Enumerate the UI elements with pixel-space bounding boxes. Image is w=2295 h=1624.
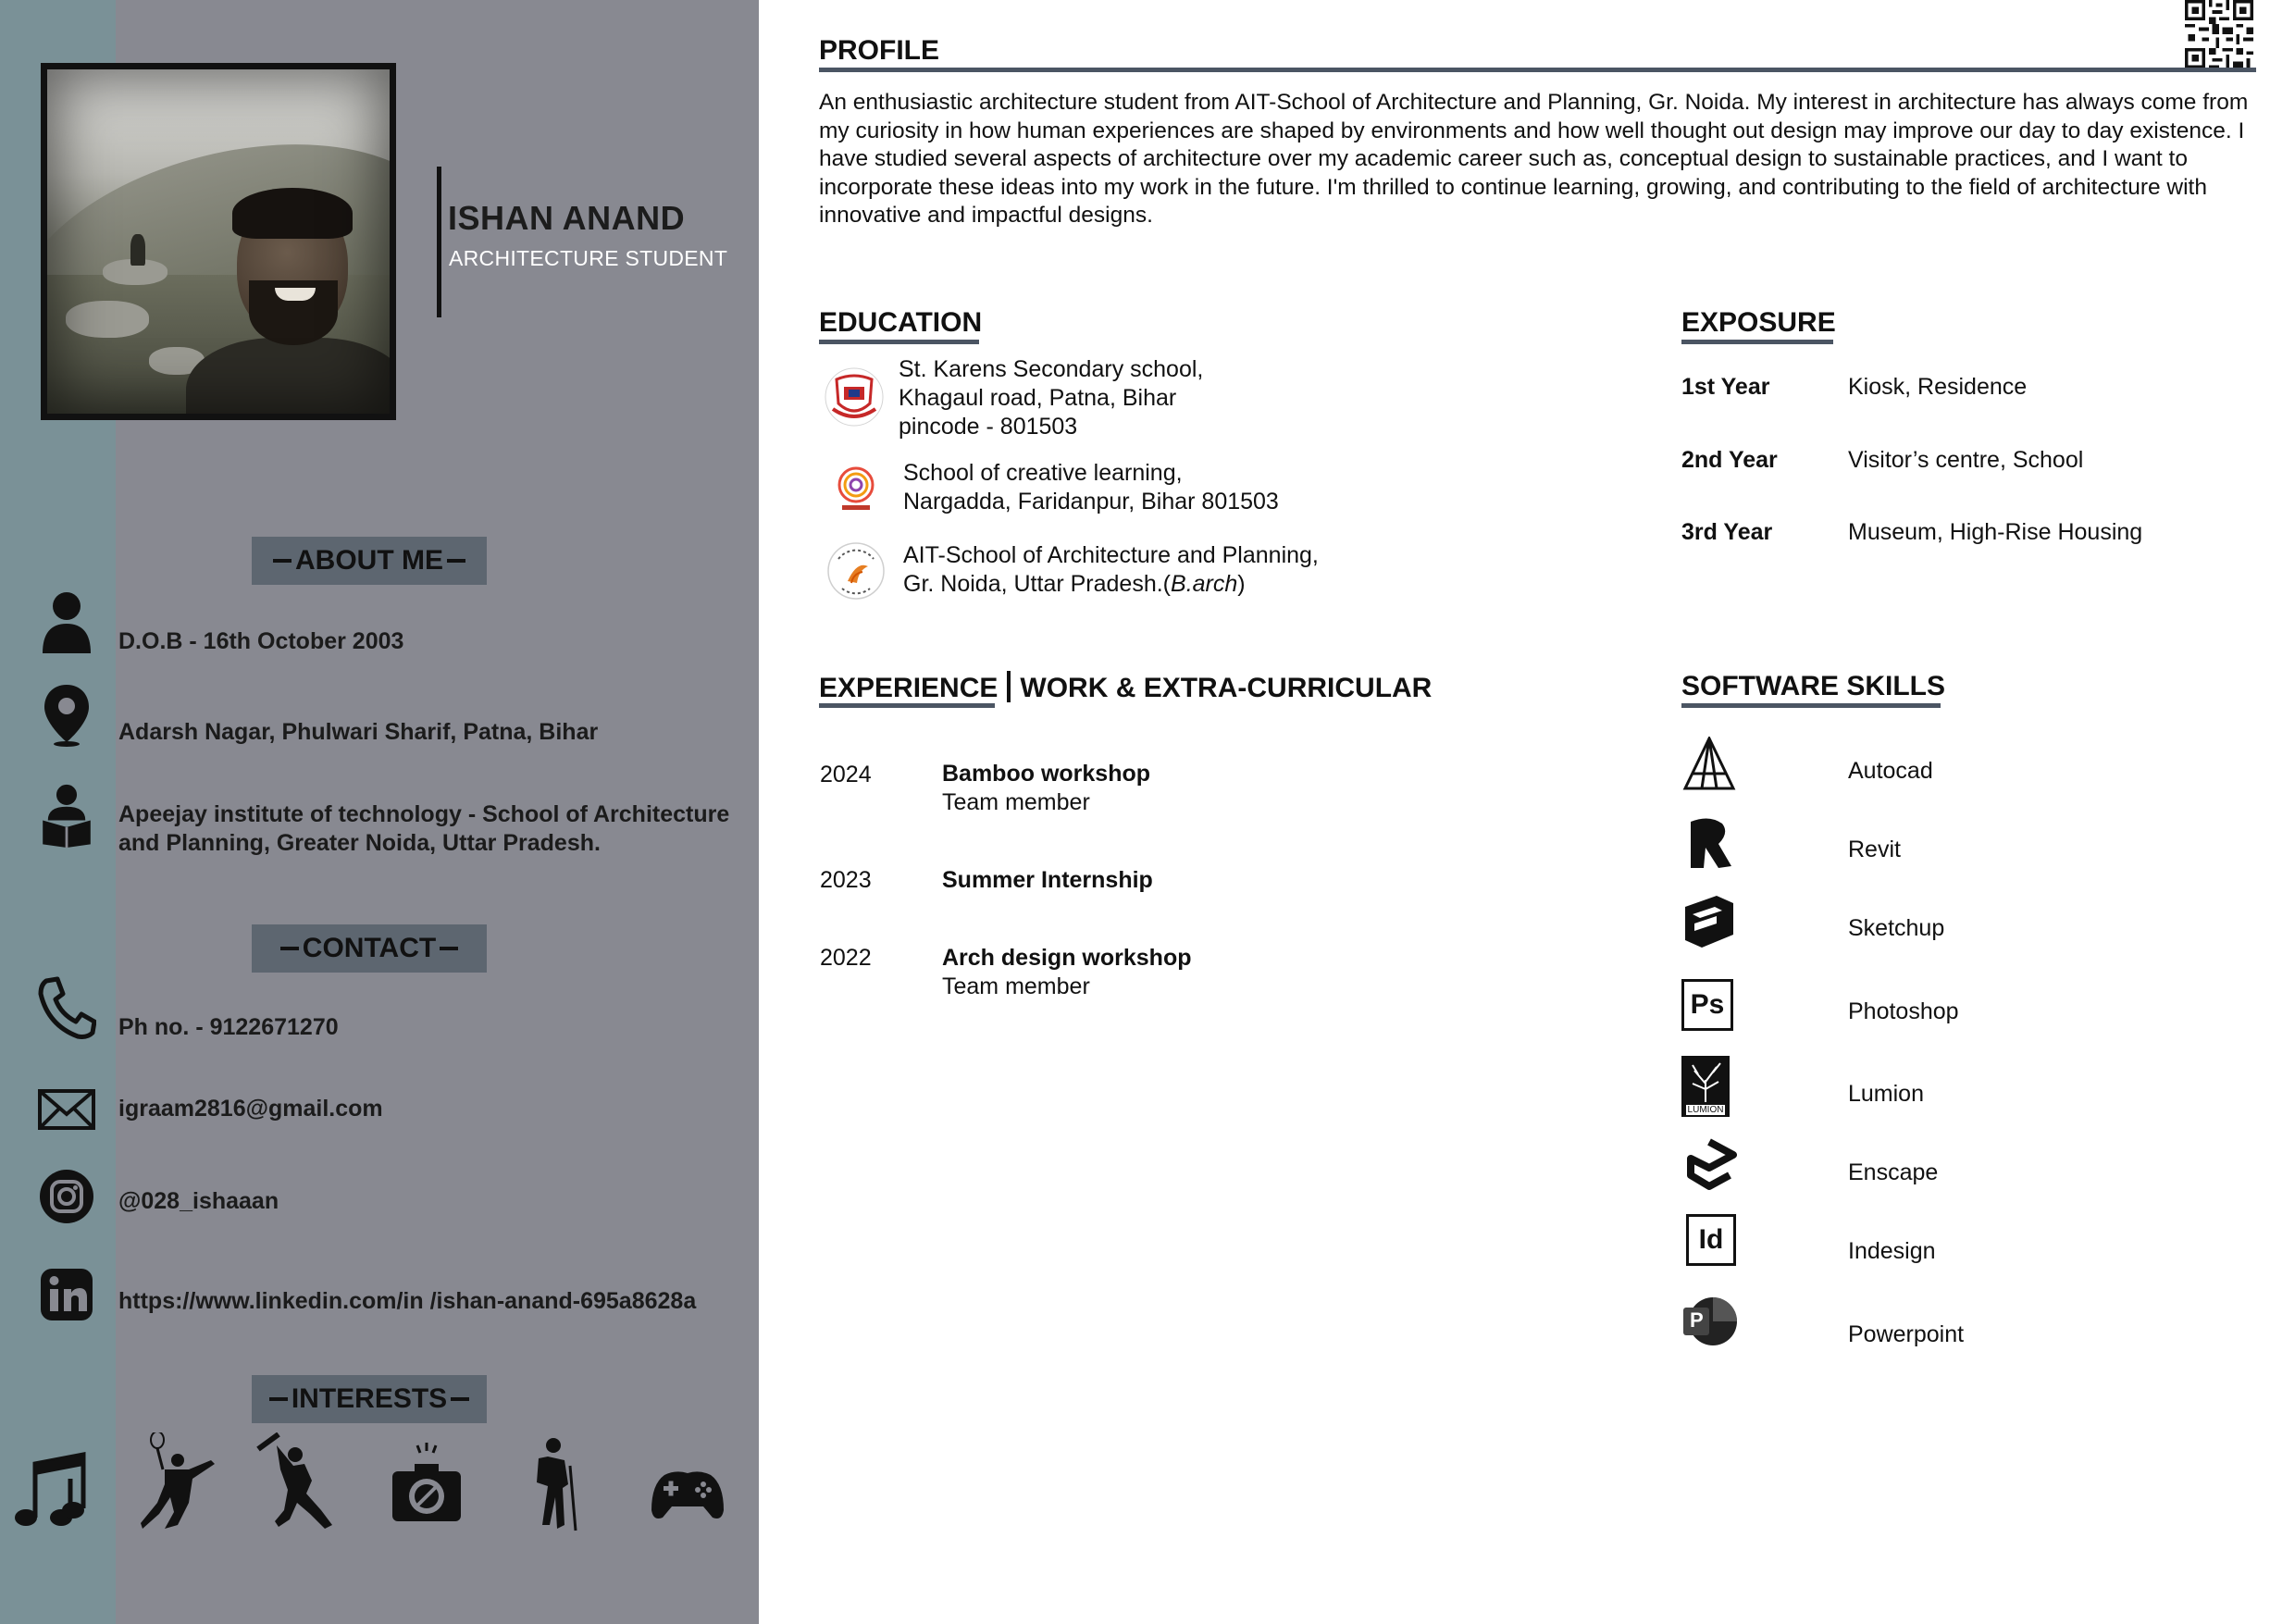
experience-year-2: 2023 [820,867,872,893]
experience-role-1: Team member [942,789,1090,815]
education-item-2: School of creative learning, Nargadda, Faridanpur, Bihar 801503 [903,460,1279,514]
qr-code[interactable] [2182,0,2256,68]
lumion-icon: LUMION [1681,1056,1730,1117]
profile-paragraph: An enthusiastic architecture student from AIT-School of Architecture and Planning, Gr. Noida. My interest in architecture has always come from my curiosity in how human experiences are shaped by environments and how well thought out design may improve our day to day existence. I have studied several aspects of architecture over my academic career such as, conceptual design to sustainable practices, and I want to incorporate these ideas into my work in the future. I'm thrilled to continue learning, growing, and contributing to the field of architecture with innovative and impactful designs. [819,90,2249,228]
experience-title-2: Summer Internship [942,867,1153,893]
phone-icon [37,975,96,1040]
revit-icon [1681,814,1737,872]
software-autocad-label: Autocad [1848,758,1933,784]
linkedin-icon [37,1262,96,1327]
linkedin-link[interactable]: https://www.linkedin.com/in /ishan-anand-695a8628a [118,1288,697,1314]
experience-heading: EXPERIENCE WORK & EXTRA-CURRICULAR [819,673,1433,703]
contact-heading: CONTACT [252,924,487,973]
creative-learning-logo-icon [825,457,887,518]
exposure-work-3: Museum, High-Rise Housing [1848,519,2143,545]
indesign-icon: Id [1686,1214,1736,1266]
experience-role-3: Team member [942,973,1090,999]
person-name: ISHAN ANAND [448,199,686,237]
email-link[interactable]: igraam2816@gmail.com [118,1096,383,1122]
exposure-year-3: 3rd Year [1681,519,1773,545]
education-heading: EDUCATION [819,307,983,338]
software-skills-heading: SOFTWARE SKILLS [1681,671,1945,701]
apeejay-logo-icon [825,540,887,601]
software-photoshop-label: Photoshop [1848,998,1959,1024]
institute-text: Apeejay institute of technology - School of Architecture and Planning, Greater Noida, Uttar Pradesh. [118,801,730,856]
education-item-1: St. Karens Secondary school, Khagaul road, Patna, Bihar pincode - 801503 [899,356,1204,440]
sketchup-icon [1681,894,1737,951]
instagram-link[interactable]: @028_ishaaan [118,1188,279,1214]
school-crest-icon [824,366,885,428]
experience-year-1: 2024 [820,762,872,787]
music-notes-icon [11,1432,89,1534]
autocad-icon [1681,737,1737,794]
interests-heading: INTERESTS [252,1375,487,1423]
cricket-icon [253,1432,338,1534]
exposure-rule [1681,340,1833,344]
dob-text: D.O.B - 16th October 2003 [118,628,404,654]
address-text: Adarsh Nagar, Phulwari Sharif, Patna, Bihar [118,719,599,745]
hiking-icon [531,1432,587,1534]
phone-number-link[interactable]: Ph no. - 9122671270 [118,1014,339,1040]
exposure-year-2: 2nd Year [1681,447,1778,473]
person-role: ARCHITECTURE STUDENT [449,246,728,270]
software-indesign-label: Indesign [1848,1238,1936,1264]
exposure-work-2: Visitor’s centre, School [1848,447,2084,473]
exposure-work-1: Kiosk, Residence [1848,374,2028,400]
instagram-icon [37,1164,96,1229]
mail-icon [37,1077,96,1142]
software-lumion-label: Lumion [1848,1081,1924,1107]
name-divider [437,167,441,317]
person-icon [37,589,96,653]
profile-rule [819,68,2256,72]
powerpoint-icon: P [1681,1293,1739,1350]
location-pin-icon [37,683,96,748]
gamepad-icon [648,1432,727,1534]
reader-icon [37,783,96,848]
exposure-heading: EXPOSURE [1681,307,1836,338]
experience-rule [819,703,995,708]
experience-year-3: 2022 [820,945,872,971]
badminton-icon [137,1432,222,1534]
education-item-3: AIT-School of Architecture and Planning, Gr. Noida, Uttar Pradesh.(B.arch) [903,542,1319,597]
profile-photo [41,63,396,420]
software-powerpoint-label: Powerpoint [1848,1321,1965,1347]
education-rule [819,340,979,344]
photoshop-icon: Ps [1681,979,1733,1031]
software-sketchup-label: Sketchup [1848,915,1945,941]
profile-heading: PROFILE [819,35,940,66]
camera-icon [387,1432,466,1534]
experience-title-1: Bamboo workshop [942,761,1151,787]
software-enscape-label: Enscape [1848,1159,1939,1185]
software-revit-label: Revit [1848,837,1901,862]
exposure-year-1: 1st Year [1681,374,1770,400]
enscape-icon [1681,1138,1737,1196]
experience-title-3: Arch design workshop [942,945,1192,971]
about-me-heading: ABOUT ME [252,537,487,585]
software-skills-rule [1681,703,1941,708]
